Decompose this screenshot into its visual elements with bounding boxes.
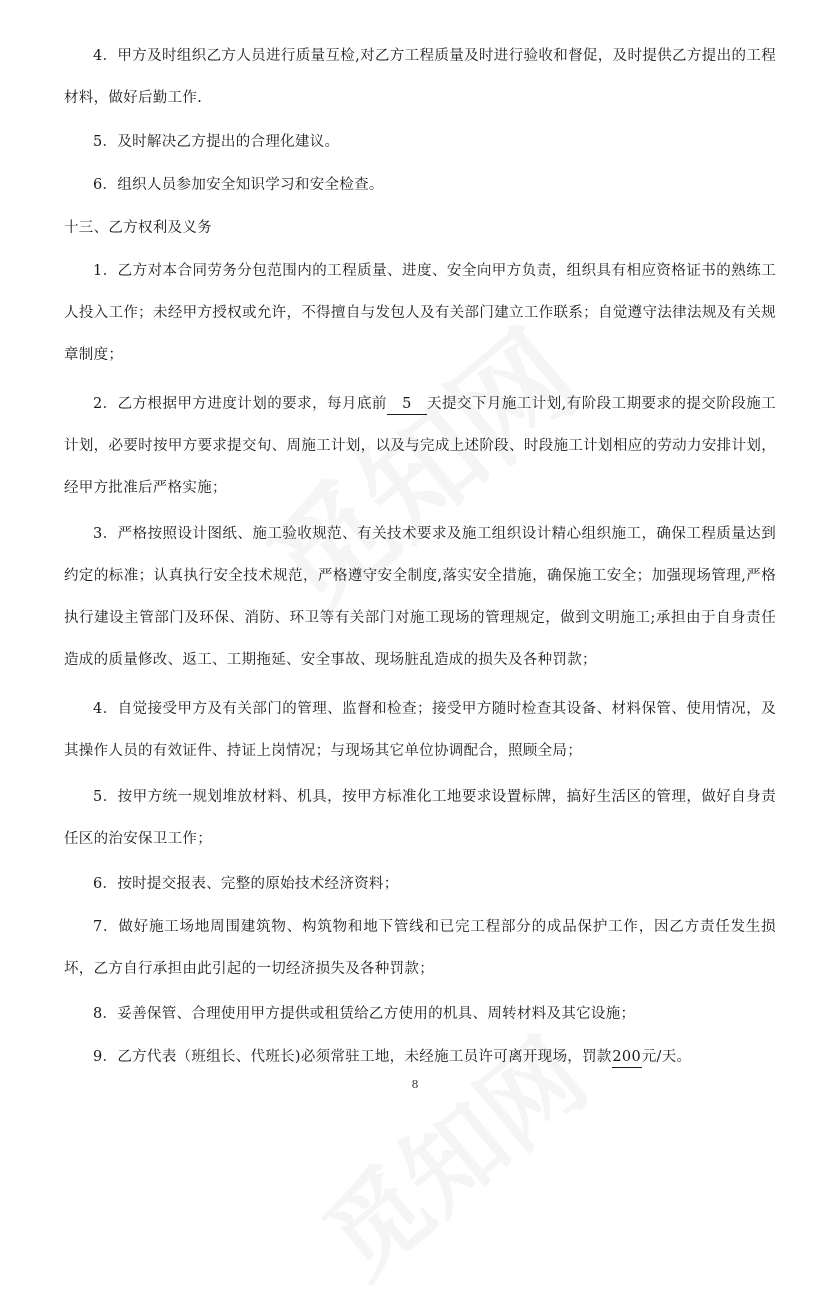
section-heading: 十三、乙方权利及义务 [64,220,212,236]
party-a-clause-5: 5．及时解决乙方提出的合理化建议。 [93,134,340,150]
party-a-clause-4: 4．甲方及时组织乙方人员进行质量互检,对乙方工程质量及时进行验收和督促，及时提供乙方提出的工程材料，做好后勤工作. [64,48,776,106]
penalty-amount-value: 200 [612,1047,642,1068]
party-b-clause-9 [64,1036,776,1078]
submission-days-value: 5 [387,394,427,415]
party-a-clause-6: 6．组织人员参加安全知识学习和安全检查。 [93,177,384,193]
party-b-clause-8: 8．妥善保管、合理使用甲方提供或租赁给乙方使用的机具、周转材料及其它设施； [93,1006,636,1022]
clause-2-text-before: 2．乙方根据甲方进度计划的要求，每月底前 [93,396,387,412]
party-b-clause-2 [64,383,776,509]
party-b-clause-3: 3．严格按照设计图纸、施工验收规范、有关技术要求及施工组织设计精心组织施工，确保工程质量达到约定的标准；认真执行安全技术规范，严格遵守安全制度,落实安全措施，确保施工安全；加强现场管理,严格执行建设主管部门及环保、消防、环卫等有关部门对施工现场的管理规定，做到文明施工;承担由于自身责任造成的质量修改、返工、工期拖延、安全事故、现场脏乱造成的损失及各种罚款； [64,526,776,668]
clause-2-text-after: 天提交下月施工计划,有阶段工期要求的提交阶段施工计划，必要时按甲方要求提交旬、周施工计划，以及与完成上述阶段、时段施工计划相应的劳动力安排计划，经甲方批准后严格实施； [64,396,776,496]
party-b-clause-6: 6．按时提交报表、完整的原始技术经济资料； [93,876,399,892]
party-b-clause-7: 7．做好施工场地周围建筑物、构筑物和地下管线和已完工程部分的成品保护工作，因乙方责任发生损坏，乙方自行承担由此引起的一切经济损失及各种罚款； [64,919,776,977]
party-b-clause-4: 4．自觉接受甲方及有关部门的管理、监督和检查；接受甲方随时检查其设备、材料保管、使用情况，及其操作人员的有效证件、持证上岗情况；与现场其它单位协调配合，照顾全局； [64,701,776,759]
party-b-clause-5: 5．按甲方统一规划堆放材料、机具，按甲方标准化工地要求设置标牌，搞好生活区的管理，做好自身责任区的治安保卫工作； [64,789,776,847]
clause-9-text-before: 9．乙方代表（班组长、代班长)必须常驻工地，未经施工员许可离开现场，罚款 [93,1049,612,1065]
clause-9-text-after: 元/天。 [641,1049,692,1065]
party-b-clause-1: 1．乙方对本合同劳务分包范围内的工程质量、进度、安全向甲方负责，组织具有相应资格证书的熟练工人投入工作；未经甲方授权或允许，不得擅自与发包人及有关部门建立工作联系；自觉遵守法律法规及有关规章制度； [64,263,776,363]
page-number: 8 [411,1078,419,1091]
